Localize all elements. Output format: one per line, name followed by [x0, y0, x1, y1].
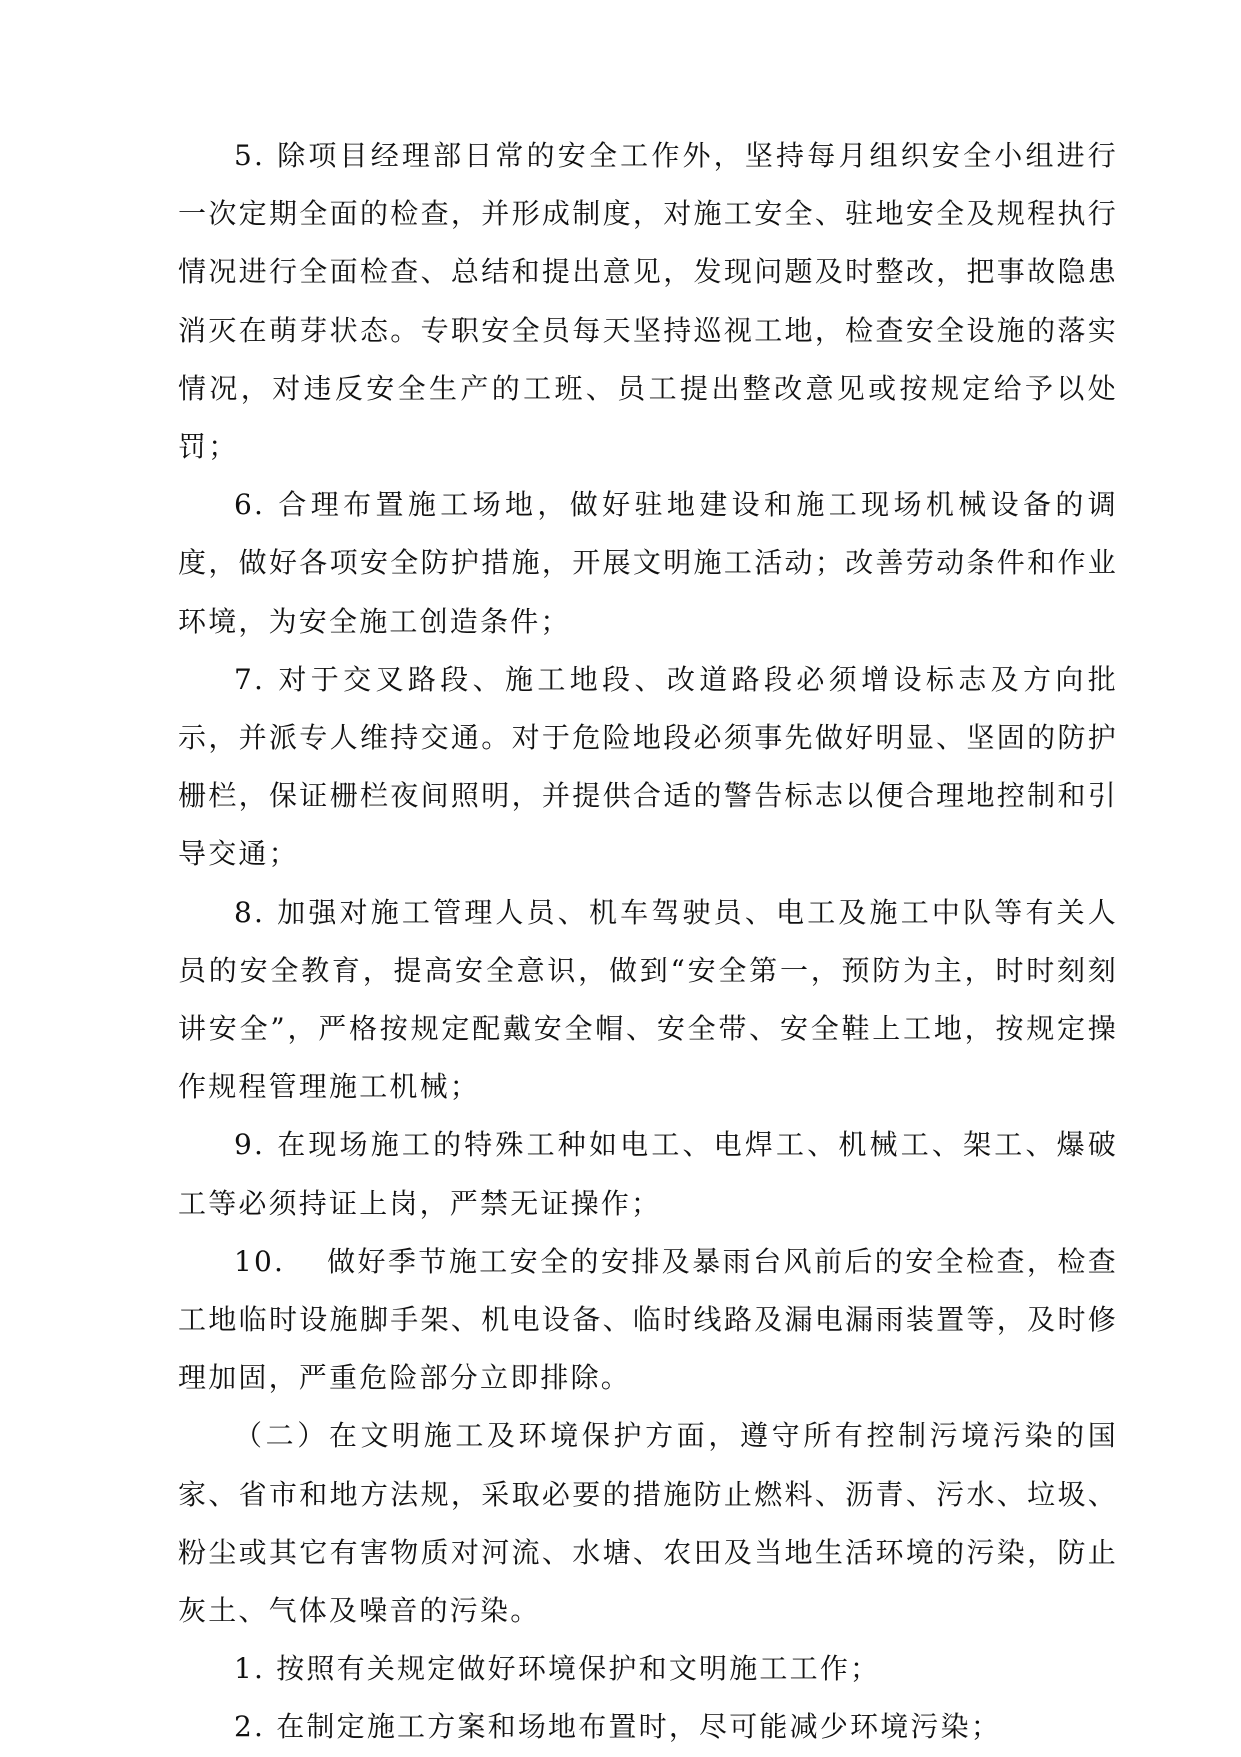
paragraph-item-6: 6. 合理布置施工场地，做好驻地建设和施工现场机械设备的调度，做好各项安全防护措施，开展文明施工活动；改善劳动条件和作业环境，为安全施工创造条件；	[178, 488, 1118, 638]
paragraph-env-item-2: 2. 在制定施工方案和场地布置时，尽可能减少环境污染；	[234, 1710, 1002, 1744]
document-body	[178, 127, 1118, 1757]
paragraph-item-9: 9. 在现场施工的特殊工种如电工、电焊工、机械工、架工、爆破工等必须持证上岗，严禁无证操作；	[178, 1128, 1118, 1220]
paragraph-env-item-1: 1. 按照有关规定做好环境保护和文明施工工作；	[234, 1652, 881, 1686]
paragraph-item-10: 10. 做好季节施工安全的安排及暴雨台风前后的安全检查，检查工地临时设施脚手架、机电设备、临时线路及漏电漏雨装置等，及时修理加固，严重危险部分立即排除。	[178, 1244, 1118, 1395]
paragraph-item-7: 7. 对于交叉路段、施工地段、改道路段必须增设标志及方向批示，并派专人维持交通。对于危险地段必须事先做好明显、坚固的防护栅栏，保证栅栏夜间照明，并提供合适的警告标志以便合理地控制和引导交通；	[178, 662, 1118, 871]
paragraph-section-2: （二）在文明施工及环境保护方面，遵守所有控制污境污染的国家、省市和地方法规，采取必要的措施防止燃料、沥青、污水、垃圾、粉尘或其它有害物质对河流、水塘、农田及当地生活环境的污染，防止灰土、气体及噪音的污染。	[178, 1419, 1118, 1628]
paragraph-item-5: 5. 除项目经理部日常的安全工作外，坚持每月组织安全小组进行一次定期全面的检查，并形成制度，对施工安全、驻地安全及规程执行情况进行全面检查、总结和提出意见，发现问题及时整改，把事故隐患消灭在萌芽状态。专职安全员每天坚持巡视工地，检查安全设施的落实情况，对违反安全生产的工班、员工提出整改意见或按规定给予以处罚；	[178, 139, 1118, 464]
paragraph-item-8: 8. 加强对施工管理人员、机车驾驶员、电工及施工中队等有关人员的安全教育，提高安全意识，做到“安全第一，预防为主，时时刻刻讲安全”，严格按规定配戴安全帽、安全带、安全鞋上工地，按规定操作规程管理施工机械；	[178, 895, 1118, 1104]
